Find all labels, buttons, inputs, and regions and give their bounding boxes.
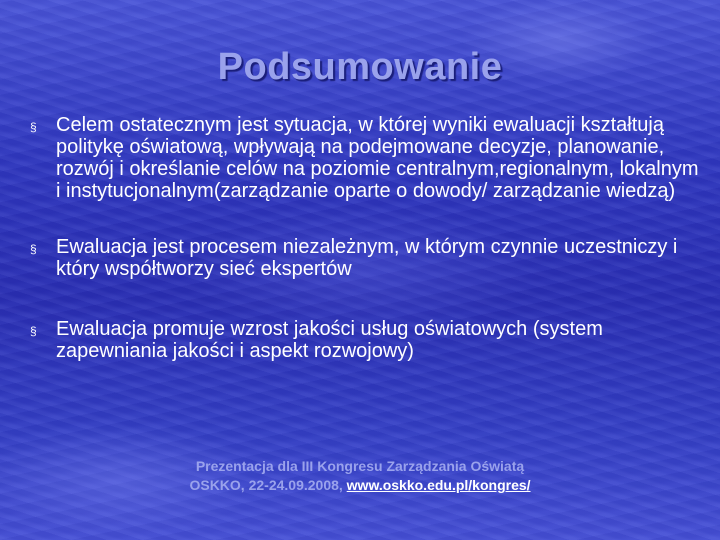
bullet-list xyxy=(30,114,700,362)
bullet-marker-icon: § xyxy=(30,242,37,256)
bullet-text-3: Ewaluacja promuje wzrost jakości usług oświatowych (system zapewniania jakości i aspekt rozwojowy) xyxy=(56,318,603,362)
bullet-text-1: Celem ostatecznym jest sytuacja, w której wyniki ewaluacji kształtują politykę oświatową, wpływają na podejmowane decyzje, planowanie, rozwój i określanie celów na poziomie centralnym,regionalnym, lokalnym i instytucjonalnym(zarządzanie oparte o dowody/ zarządzanie wiedzą) xyxy=(56,114,699,202)
footer-line-2-prefix: OSKKO, 22-24.09.2008, xyxy=(189,477,347,493)
slide-title: Podsumowanie xyxy=(217,46,503,88)
congress-link[interactable]: www.oskko.edu.pl/kongres/ xyxy=(346,477,531,493)
bullet-item-2 xyxy=(30,236,700,280)
bullet-item-3 xyxy=(30,318,700,362)
footer-line-2 xyxy=(0,476,720,495)
bullet-item-1 xyxy=(30,114,700,202)
bullet-marker-icon: § xyxy=(30,120,37,134)
bullet-marker-icon: § xyxy=(30,324,37,338)
bullet-text-2: Ewaluacja jest procesem niezależnym, w którym czynnie uczestniczy i który współtworzy sieć ekspertów xyxy=(56,236,678,280)
footer-credit xyxy=(0,457,720,495)
footer-line-1: Prezentacja dla III Kongresu Zarządzania Oświatą xyxy=(195,458,525,474)
